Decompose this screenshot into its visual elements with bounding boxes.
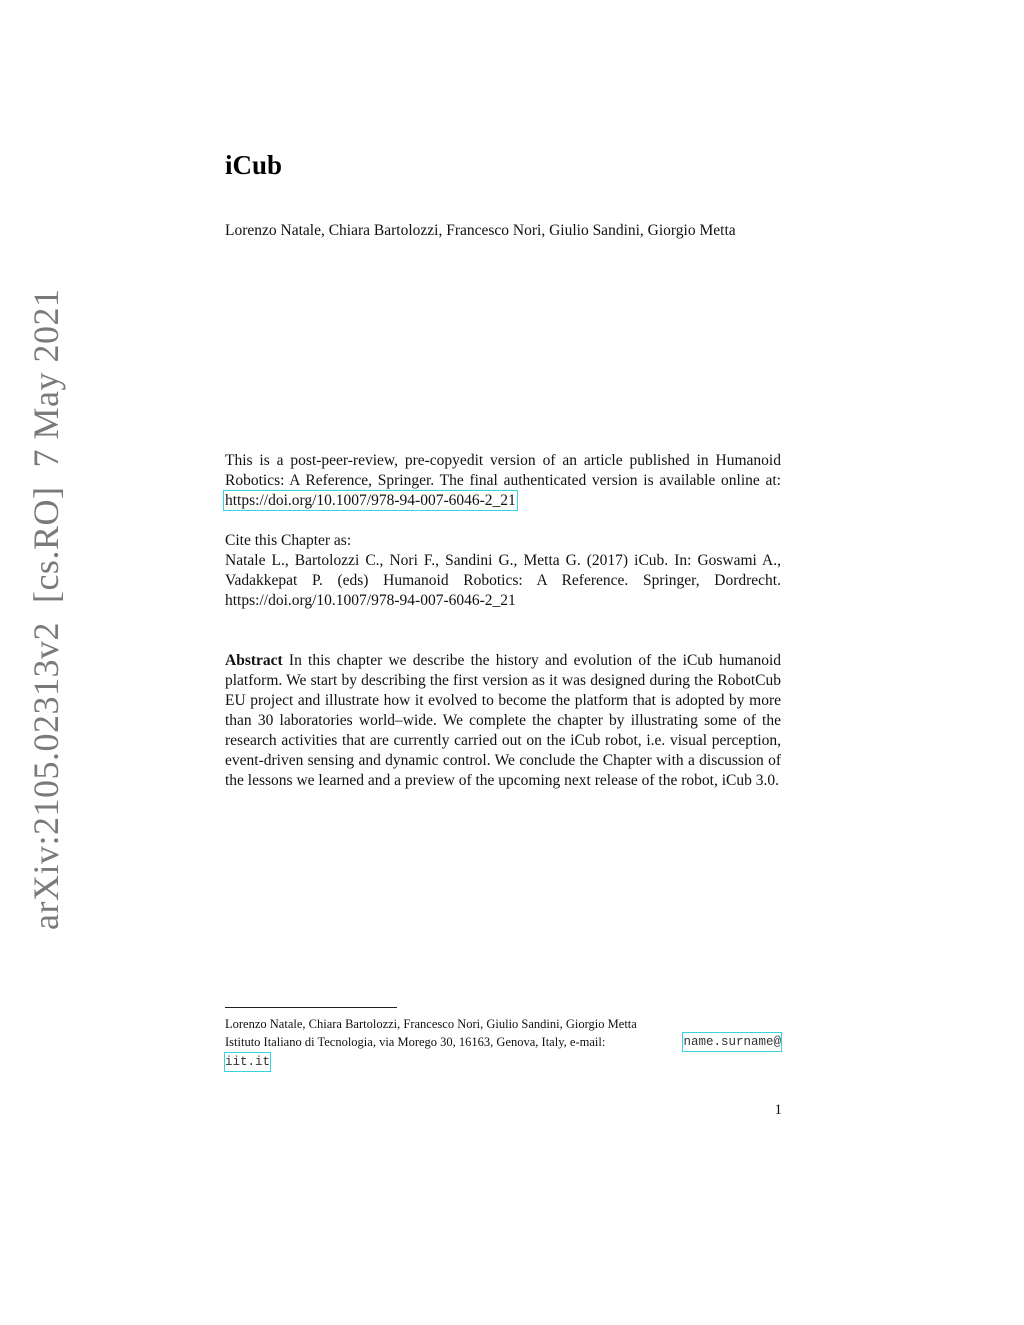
publication-notice xyxy=(225,451,781,511)
abstract xyxy=(225,651,781,791)
citation-text: Natale L., Bartolozzi C., Nori F., Sandini G., Metta G. (2017) iCub. In: Goswami A., Vadakkepat P. (eds) Humanoid Robotics: A Reference. Springer, Dordrecht. https://doi.org/10.1007/978-94-007-6046-2_21 xyxy=(225,552,781,609)
arxiv-identifier-stamp xyxy=(20,288,72,930)
footnote-affiliation-line xyxy=(225,1033,781,1051)
footnote-divider xyxy=(225,1007,397,1008)
footnote-affiliation: Istituto Italiano di Tecnologia, via Morego 30, 16163, Genova, Italy, e-mail: xyxy=(225,1035,606,1049)
author-footnote xyxy=(225,1015,781,1071)
footnote-authors: Lorenzo Natale, Chiara Bartolozzi, Francesco Nori, Giulio Sandini, Giorgio Metta xyxy=(225,1017,637,1031)
citation-heading: Cite this Chapter as: xyxy=(225,532,352,549)
email-link-part2[interactable]: iit.it xyxy=(225,1055,271,1069)
arxiv-id: arXiv:2105.02313v2 xyxy=(26,622,66,930)
abstract-label: Abstract xyxy=(225,652,283,669)
doi-link[interactable]: https://doi.org/10.1007/978-94-007-6046-2_21 xyxy=(225,492,516,509)
notice-text: This is a post-peer-review, pre-copyedit version of an article published in Humanoid Robotics: A Reference, Springer. The final authenticated version is available online at: xyxy=(225,452,781,489)
arxiv-date: 7 May 2021 xyxy=(26,288,66,468)
abstract-text: In this chapter we describe the history and evolution of the iCub humanoid platform. We start by describing the first version as it was designed during the RobotCub EU project and illustrate how it evolved to become the platform that is adopted by more than 30 laboratories world–wide. We complete the chapter by illustrating some of the research activities that are currently carried out on the iCub robot, i.e. visual perception, event-driven sensing and dynamic control. We conclude the Chapter with a discussion of the lessons we learned and a preview of the upcoming next release of the robot, iCub 3.0. xyxy=(225,652,782,789)
paper-title: iCub xyxy=(225,150,283,180)
page-number: 1 xyxy=(774,1102,782,1118)
arxiv-category: [cs.RO] xyxy=(26,486,66,604)
author-list: Lorenzo Natale, Chiara Bartolozzi, Francesco Nori, Giulio Sandini, Giorgio Metta xyxy=(225,222,736,239)
email-link-part1[interactable]: name.surname@ xyxy=(683,1035,781,1049)
